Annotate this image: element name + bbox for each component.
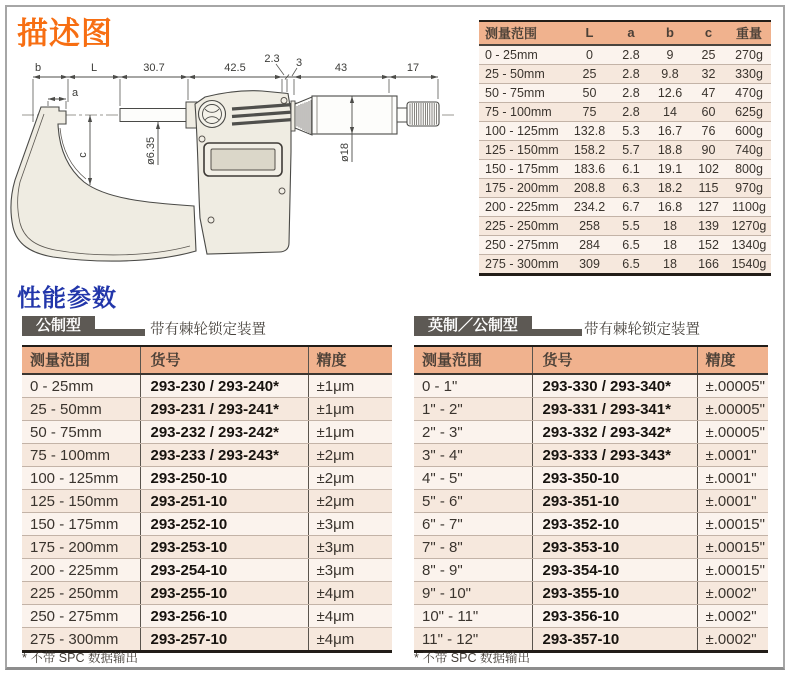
table-row — [479, 84, 771, 103]
table-cell: ±.0002" — [697, 628, 768, 652]
table-cell: 132.8 — [567, 122, 612, 141]
table-cell: 6.1 — [612, 160, 650, 179]
table-cell: 293-233 / 293-243* — [140, 444, 308, 467]
table-row — [22, 374, 392, 398]
arrow — [156, 122, 160, 129]
table-cell: ±4μm — [308, 582, 392, 605]
table-row — [479, 141, 771, 160]
table-cell: 175 - 200mm — [22, 536, 140, 559]
table-row — [414, 374, 768, 398]
table-cell: 25 — [690, 45, 727, 65]
table-cell: 152 — [690, 236, 727, 255]
table-cell: 16.7 — [650, 122, 690, 141]
table-cell: 75 - 100mm — [22, 444, 140, 467]
inch-footnote: * 不带 SPC 数据输出 — [414, 651, 530, 665]
table-cell: 293-350-10 — [532, 467, 697, 490]
table-cell: 19.1 — [650, 160, 690, 179]
table-cell: 970g — [727, 179, 771, 198]
thimble — [312, 96, 397, 134]
table-row — [414, 559, 768, 582]
table-row — [22, 582, 392, 605]
table-cell: 293-230 / 293-240* — [140, 374, 308, 398]
table-cell: 25 - 50mm — [479, 65, 567, 84]
table-cell: 150 - 175mm — [22, 513, 140, 536]
table-cell: 2" - 3" — [414, 421, 532, 444]
table-cell: 293-331 / 293-341* — [532, 398, 697, 421]
screw-icon — [279, 188, 285, 194]
table-cell: 1100g — [727, 198, 771, 217]
table-cell: ±1μm — [308, 374, 392, 398]
arrow — [59, 97, 66, 101]
table-cell: 5.5 — [612, 217, 650, 236]
table-row — [22, 398, 392, 421]
table-row — [479, 255, 771, 275]
table-cell: 150 - 175mm — [479, 160, 567, 179]
table-header-row — [479, 21, 771, 45]
table-cell: 275 - 300mm — [22, 628, 140, 652]
dim-label-b: b — [34, 62, 42, 74]
section-title-description: 描述图 — [17, 16, 113, 51]
table-cell: 293-231 / 293-241* — [140, 398, 308, 421]
table-row — [479, 103, 771, 122]
table-cell: 75 - 100mm — [479, 103, 567, 122]
table-cell: 275 - 300mm — [479, 255, 567, 275]
inch-subtitle: 带有棘轮锁定装置 — [584, 322, 700, 338]
table-cell: 2.8 — [612, 65, 650, 84]
micrometer-technical-drawing — [8, 52, 478, 287]
ratchet-neck — [397, 108, 407, 122]
column-header: 测量范围 — [414, 346, 532, 374]
table-row — [22, 513, 392, 536]
column-header: 货号 — [140, 346, 308, 374]
inch-spec-table — [414, 345, 768, 653]
table-cell: 102 — [690, 160, 727, 179]
table-cell: ±.00005" — [697, 398, 768, 421]
table-cell: 50 - 75mm — [479, 84, 567, 103]
dim-label-30-7: 30.7 — [143, 62, 165, 74]
table-cell: 25 - 50mm — [22, 398, 140, 421]
table-cell: 0 - 25mm — [479, 45, 567, 65]
table-cell: 18 — [650, 255, 690, 275]
table-cell: 250 - 275mm — [479, 236, 567, 255]
column-header: 货号 — [532, 346, 697, 374]
table-cell: 600g — [727, 122, 771, 141]
table-cell: 11" - 12" — [414, 628, 532, 652]
table-row — [479, 179, 771, 198]
table-cell: 175 - 200mm — [479, 179, 567, 198]
table-row — [414, 490, 768, 513]
table-row — [479, 45, 771, 65]
table-cell: 158.2 — [567, 141, 612, 160]
table-cell: ±4μm — [308, 605, 392, 628]
column-header: 精度 — [697, 346, 768, 374]
table-cell: 14 — [650, 103, 690, 122]
table-cell: 293-254-10 — [140, 559, 308, 582]
table-cell: ±3μm — [308, 513, 392, 536]
table-cell: 115 — [690, 179, 727, 198]
table-row — [414, 582, 768, 605]
table-cell: 127 — [690, 198, 727, 217]
metric-subtitle: 带有棘轮锁定装置 — [150, 322, 266, 338]
table-cell: ±.0002" — [697, 582, 768, 605]
table-cell: ±.00015" — [697, 559, 768, 582]
table-row — [414, 398, 768, 421]
column-header: 测量范围 — [479, 21, 567, 45]
table-cell: ±.0002" — [697, 605, 768, 628]
table-cell: 6" - 7" — [414, 513, 532, 536]
table-cell: 293-257-10 — [140, 628, 308, 652]
lcd-screen — [211, 149, 275, 170]
table-row — [479, 65, 771, 84]
table-cell: 18.8 — [650, 141, 690, 160]
table-cell: 284 — [567, 236, 612, 255]
dim-label-42-5: 42.5 — [224, 62, 246, 74]
table-cell: 10" - 11" — [414, 605, 532, 628]
table-cell: 293-353-10 — [532, 536, 697, 559]
table-cell: 183.6 — [567, 160, 612, 179]
table-cell: ±2μm — [308, 444, 392, 467]
table-row — [414, 467, 768, 490]
table-cell: 2.8 — [612, 103, 650, 122]
table-cell: 16.8 — [650, 198, 690, 217]
screw-icon — [208, 217, 214, 223]
dim-label-3: 3 — [295, 57, 303, 69]
table-cell: 2.8 — [612, 84, 650, 103]
dim-label-a: a — [72, 87, 79, 99]
screw-icon — [281, 98, 287, 104]
table-cell: 12.6 — [650, 84, 690, 103]
table-cell: 1340g — [727, 236, 771, 255]
table-cell: 470g — [727, 84, 771, 103]
table-row — [479, 236, 771, 255]
table-cell: 293-352-10 — [532, 513, 697, 536]
table-cell: 32 — [690, 65, 727, 84]
table-cell: ±.00015" — [697, 536, 768, 559]
table-cell: ±.00015" — [697, 513, 768, 536]
table-cell: 6.3 — [612, 179, 650, 198]
table-cell: 125 - 150mm — [22, 490, 140, 513]
table-cell: 293-356-10 — [532, 605, 697, 628]
table-cell: 250 - 275mm — [22, 605, 140, 628]
arrow — [48, 97, 55, 101]
table-cell: 1270g — [727, 217, 771, 236]
table-cell: 18 — [650, 236, 690, 255]
table-cell: 76 — [690, 122, 727, 141]
table-cell: 166 — [690, 255, 727, 275]
table-header-row — [22, 346, 392, 374]
table-row — [22, 559, 392, 582]
table-cell: 0 - 25mm — [22, 374, 140, 398]
column-header: 精度 — [308, 346, 392, 374]
table-cell: 1" - 2" — [414, 398, 532, 421]
table-row — [479, 160, 771, 179]
column-header: 测量范围 — [22, 346, 140, 374]
dim-label-17: 17 — [406, 62, 420, 74]
table-cell: 6.5 — [612, 236, 650, 255]
table-row — [479, 122, 771, 141]
table-cell: ±2μm — [308, 467, 392, 490]
dim-label-c: c — [77, 152, 89, 158]
table-cell: 50 — [567, 84, 612, 103]
table-cell: 293-355-10 — [532, 582, 697, 605]
dim-label-L: L — [90, 62, 98, 74]
table-cell: ±3μm — [308, 536, 392, 559]
table-cell: ±1μm — [308, 421, 392, 444]
table-cell: 293-351-10 — [532, 490, 697, 513]
column-header: L — [567, 21, 612, 45]
table-cell: ±1μm — [308, 398, 392, 421]
dim-label-43: 43 — [334, 62, 348, 74]
metric-footnote: * 不带 SPC 数据输出 — [22, 651, 138, 665]
table-cell: 200 - 225mm — [479, 198, 567, 217]
table-row — [22, 421, 392, 444]
column-header: c — [690, 21, 727, 45]
column-header: b — [650, 21, 690, 45]
table-cell: 9.8 — [650, 65, 690, 84]
table-cell: 740g — [727, 141, 771, 160]
table-cell: ±4μm — [308, 628, 392, 652]
table-cell: 8" - 9" — [414, 559, 532, 582]
table-cell: 5.3 — [612, 122, 650, 141]
table-cell: 4" - 5" — [414, 467, 532, 490]
dimensions-table — [479, 20, 771, 276]
table-row — [414, 605, 768, 628]
table-row — [22, 490, 392, 513]
table-cell: 7" - 8" — [414, 536, 532, 559]
table-row — [22, 467, 392, 490]
column-header: 重量 — [727, 21, 771, 45]
metric-type-tab: 公制型 — [22, 316, 95, 336]
dim-label-dia-thimble: ø18 — [339, 143, 351, 162]
dim-label-2-3: 2.3 — [264, 53, 280, 65]
table-cell: 200 - 225mm — [22, 559, 140, 582]
table-cell: 293-252-10 — [140, 513, 308, 536]
table-cell: 293-357-10 — [532, 628, 697, 652]
table-cell: ±.0001" — [697, 490, 768, 513]
table-cell: 270g — [727, 45, 771, 65]
table-row — [22, 444, 392, 467]
column-header: a — [612, 21, 650, 45]
table-cell: 208.8 — [567, 179, 612, 198]
section-title-performance: 性能参数 — [17, 285, 117, 312]
table-cell: 293-253-10 — [140, 536, 308, 559]
table-cell: 258 — [567, 217, 612, 236]
table-cell: 800g — [727, 160, 771, 179]
table-cell: 2.8 — [612, 45, 650, 65]
table-cell: 18 — [650, 217, 690, 236]
table-cell: 5.7 — [612, 141, 650, 160]
table-cell: 3" - 4" — [414, 444, 532, 467]
table-cell: 125 - 150mm — [479, 141, 567, 160]
table-cell: 139 — [690, 217, 727, 236]
table-cell: 234.2 — [567, 198, 612, 217]
table-cell: 0 - 1" — [414, 374, 532, 398]
clamp-ring — [295, 97, 312, 135]
table-cell: 6.7 — [612, 198, 650, 217]
table-cell: 225 - 250mm — [22, 582, 140, 605]
table-row — [414, 536, 768, 559]
table-row — [414, 444, 768, 467]
dim-label-dia-spindle: ø6.35 — [145, 136, 157, 165]
table-cell: 293-251-10 — [140, 490, 308, 513]
arrow — [88, 178, 92, 185]
table-cell: 47 — [690, 84, 727, 103]
table-cell: 9 — [650, 45, 690, 65]
table-cell: 1540g — [727, 255, 771, 275]
screw-icon — [199, 136, 205, 142]
table-cell: 90 — [690, 141, 727, 160]
table-cell: ±.00005" — [697, 421, 768, 444]
table-cell: 293-330 / 293-340* — [532, 374, 697, 398]
table-cell: 293-250-10 — [140, 467, 308, 490]
table-row — [414, 421, 768, 444]
table-cell: 293-256-10 — [140, 605, 308, 628]
table-cell: 225 - 250mm — [479, 217, 567, 236]
table-cell: 100 - 125mm — [22, 467, 140, 490]
table-row — [479, 217, 771, 236]
table-cell: ±2μm — [308, 490, 392, 513]
table-cell: 293-332 / 293-342* — [532, 421, 697, 444]
table-cell: ±.00005" — [697, 374, 768, 398]
table-cell: 50 - 75mm — [22, 421, 140, 444]
table-cell: ±.0001" — [697, 444, 768, 467]
leader-lines — [276, 64, 297, 76]
inch-type-tab: 英制／公制型 — [414, 316, 532, 336]
table-cell: 25 — [567, 65, 612, 84]
table-cell: 293-232 / 293-242* — [140, 421, 308, 444]
table-header-row — [414, 346, 768, 374]
table-cell: 293-333 / 293-343* — [532, 444, 697, 467]
table-cell: ±3μm — [308, 559, 392, 582]
table-cell: 60 — [690, 103, 727, 122]
sleeve-step — [291, 101, 295, 131]
table-cell: 18.2 — [650, 179, 690, 198]
metric-spec-table — [22, 345, 392, 653]
table-row — [414, 513, 768, 536]
table-row — [22, 536, 392, 559]
table-cell: ±.0001" — [697, 467, 768, 490]
table-cell: 0 — [567, 45, 612, 65]
table-cell: 9" - 10" — [414, 582, 532, 605]
table-row — [22, 605, 392, 628]
table-cell: 100 - 125mm — [479, 122, 567, 141]
arrow — [88, 115, 92, 122]
table-cell: 625g — [727, 103, 771, 122]
table-cell: 6.5 — [612, 255, 650, 275]
table-cell: 309 — [567, 255, 612, 275]
table-cell: 293-354-10 — [532, 559, 697, 582]
table-cell: 330g — [727, 65, 771, 84]
table-cell: 75 — [567, 103, 612, 122]
table-cell: 5" - 6" — [414, 490, 532, 513]
table-row — [479, 198, 771, 217]
table-cell: 293-255-10 — [140, 582, 308, 605]
